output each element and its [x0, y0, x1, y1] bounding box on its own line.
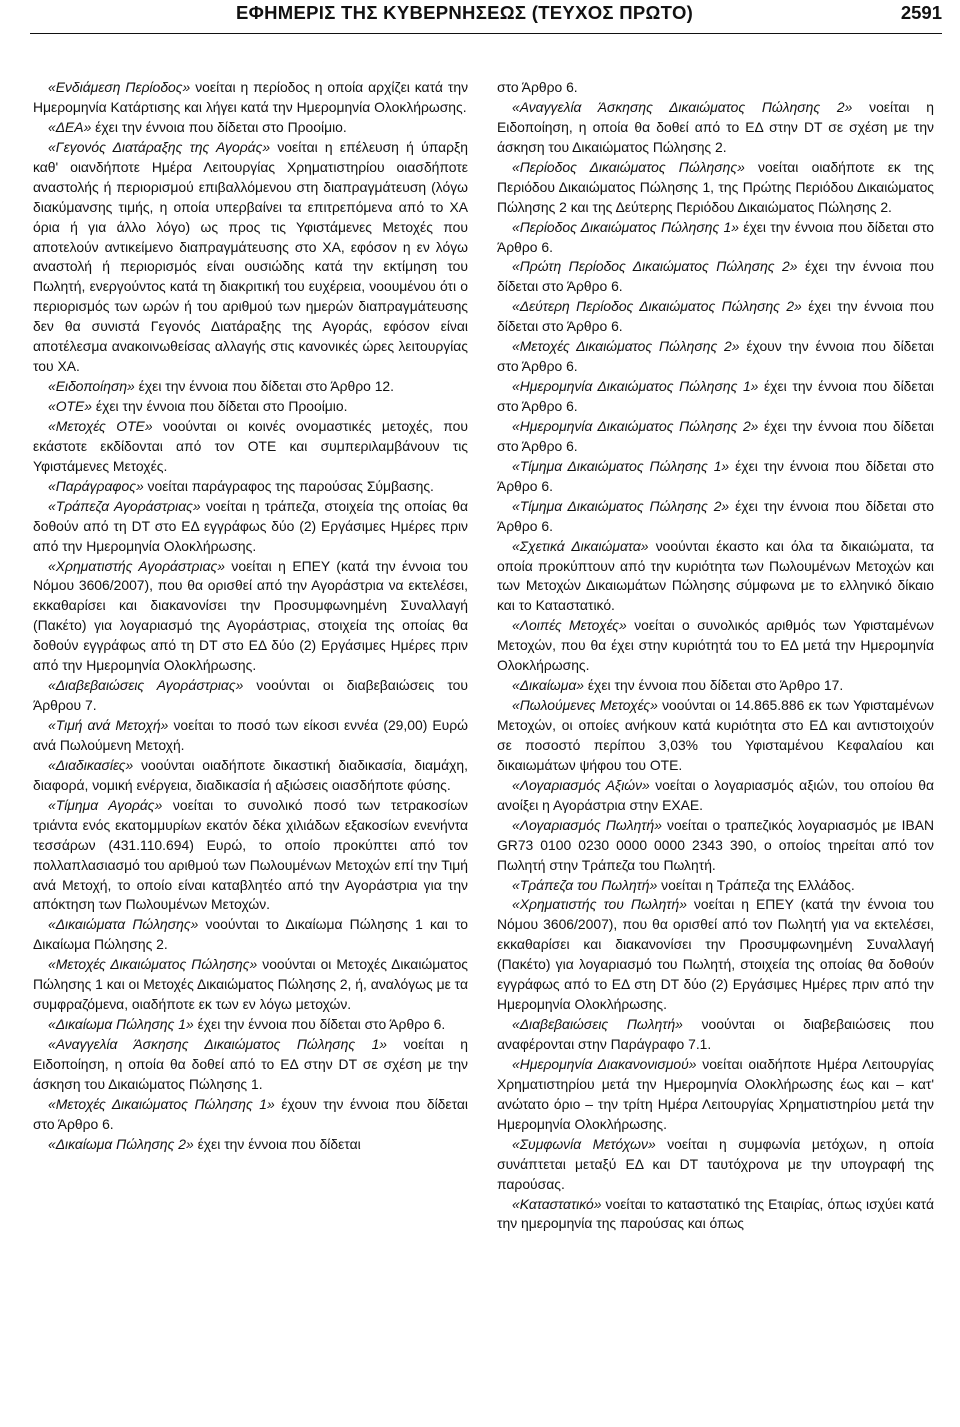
page-number: 2591	[900, 2, 942, 23]
definition-paragraph	[33, 417, 468, 477]
definition-paragraph	[497, 337, 934, 377]
defined-term: «Καταστατικό»	[512, 1195, 602, 1212]
definition-text: νοείται ο τραπεζικός λογαριασμός με IBAN GR73 0100 0230 0000 0000 2343 390, ο οποίος τηρείται από τον Πωλητή στην Τράπεζα του Πωλητή.	[497, 816, 935, 873]
defined-term: «Τίμημα Δικαιώματος Πώλησης 1»	[512, 457, 730, 474]
definition-text: νοείται η Ειδοποίηση, η οποία θα δοθεί από το ΕΔ στην DT σε σχέση με την άσκηση του Δικαιώματος Πώλησης 1.	[33, 1036, 468, 1092]
defined-term: «Μετοχές Δικαιώματος Πώλησης 1»	[48, 1095, 275, 1112]
definition-text: νοείται η Τράπεζα της Ελλάδος.	[657, 876, 855, 893]
definition-text: νοείται η συμφωνία μετόχων, η οποία συνάπτεται μεταξύ ΕΔ και DT ταυτόχρονα με την υπογραφή της παρούσας.	[497, 1135, 934, 1192]
definition-text: νοούνται οι Μετοχές Δικαιώματος Πώλησης 1 και οι Μετοχές Δικαιώματος Πώλησης 2, ή, αναλόγως με τα συμφραζόμενα, οιαδήποτε εκ των εν λόγω μετοχών.	[33, 956, 469, 1013]
definition-paragraph	[497, 257, 934, 297]
definition-text: νοούνται οι 14.865.886 εκ των Υφισταμένων Μετοχών, οι οποίες ανήκουν κατά κυριότητα στο ΕΔ και αντιστοιχούν σε ποσοστό περίπου 3,03% του Υφισταμένου Κεφαλαίου και δικαιωμάτων ψήφου του ΟΤΕ.	[497, 697, 934, 773]
definition-paragraph	[33, 796, 468, 916]
definition-paragraph	[33, 397, 468, 417]
defined-term: «Τιμή ανά Μετοχή»	[48, 717, 169, 733]
definition-paragraph	[33, 955, 468, 1015]
definition-paragraph	[33, 915, 468, 955]
defined-term: «Μετοχές Δικαιώματος Πώλησης 2»	[512, 338, 740, 355]
defined-term: «Δικαίωμα Πώλησης 1»	[48, 1016, 194, 1033]
definition-text: έχει την έννοια που δίδεται	[193, 1135, 361, 1152]
definition-paragraph	[33, 1015, 468, 1035]
definition-paragraph	[497, 98, 934, 158]
definition-text: έχει την έννοια που δίδεται στο Άρθρο 6.	[497, 457, 934, 494]
definition-paragraph	[497, 158, 934, 218]
definition-paragraph	[497, 616, 934, 676]
definition-paragraph	[497, 876, 934, 896]
header-divider	[30, 33, 942, 34]
definition-paragraph	[497, 297, 934, 337]
defined-term: «Τράπεζα του Πωλητή»	[512, 876, 658, 893]
right-column	[497, 78, 934, 1234]
definition-text: έχει την έννοια που δίδεται στο Άρθρο 6.	[193, 1016, 446, 1033]
definition-paragraph	[497, 1055, 934, 1135]
definition-text: έχει την έννοια που δίδεται στο Προοίμιο.	[92, 398, 348, 414]
definition-text: νοούνται οι διαβεβαιώσεις του Άρθρου 7.	[33, 677, 469, 714]
definition-paragraph	[33, 1095, 468, 1135]
definition-text: έχουν την έννοια που δίδεται στο Άρθρο 6.	[33, 1095, 468, 1132]
defined-term: «Ημερομηνία Δικαιώματος Πώλησης 1»	[512, 378, 759, 395]
defined-term: «Μετοχές Δικαιώματος Πώλησης»	[48, 956, 258, 973]
defined-term: «ΔΕΑ»	[48, 118, 92, 135]
defined-term: «Δικαίωμα»	[512, 677, 584, 694]
definition-paragraph	[497, 776, 934, 816]
defined-term: «Συμφωνία Μετόχων»	[512, 1135, 656, 1152]
definition-paragraph	[497, 1135, 934, 1195]
defined-term: «Περίοδος Δικαιώματος Πώλησης 1»	[512, 218, 739, 235]
definition-text: έχει την έννοια που δίδεται στο Άρθρο 6.	[497, 417, 935, 454]
definition-text: έχει την έννοια που δίδεται στο Άρθρο 17.	[584, 677, 844, 694]
definition-paragraph	[33, 716, 468, 756]
definition-paragraph	[33, 118, 468, 138]
defined-term: «Τίμημα Αγοράς»	[48, 796, 163, 813]
definition-paragraph	[497, 218, 934, 258]
defined-term: «Διαβεβαιώσεις Πωλητή»	[512, 1016, 683, 1033]
defined-term: «Λοιπές Μετοχές»	[512, 617, 627, 634]
definition-paragraph	[497, 78, 934, 98]
definition-paragraph	[33, 138, 468, 377]
defined-term: «Χρηματιστής του Πωλητή»	[512, 896, 687, 913]
definition-paragraph	[497, 377, 934, 417]
definition-paragraph	[497, 895, 934, 1015]
defined-term: «Τράπεζα Αγοράστριας»	[48, 497, 201, 514]
defined-term: «Πωλούμενες Μετοχές»	[512, 697, 658, 714]
definition-text: νοείται το ποσό των είκοσι εννέα (29,00) Ευρώ ανά Πωλούμενη Μετοχή.	[33, 717, 468, 753]
definition-text: νοείται η Ειδοποίηση, η οποία θα δοθεί από το ΕΔ στην DT σε σχέση με την άσκηση του Δικαιώματος Πώλησης 2.	[497, 98, 934, 155]
definition-paragraph	[497, 1195, 934, 1235]
definition-text: νοούνται έκαστο και όλα τα δικαιώματα, τα οποία προκύπτουν από την κυριότητα των Πωλουμένων Μετοχών και των Μετοχών Δικαιωμάτων Πώλησης σύμφωνα με το ελληνικό δίκαιο και το Καταστατικό.	[497, 537, 935, 614]
defined-term: «Σχετικά Δικαιώματα»	[512, 537, 649, 554]
definition-paragraph	[497, 816, 934, 876]
definition-text: νοείται οιαδήποτε Ημέρα Λειτουργίας Χρηματιστηρίου μετά την Ημερομηνία Ολοκλήρωσης έως και – κατ' ανώτατο όριο – την τρίτη Ημέρα Λειτουργίας Χρηματιστηρίου μετά την Ημερομηνία Ολοκλήρωσης.	[497, 1055, 934, 1132]
defined-term: «Διαδικασίες»	[48, 756, 134, 773]
left-column	[33, 78, 468, 1155]
page-header	[0, 0, 960, 44]
definition-text: έχει την έννοια που δίδεται στο Άρθρο 6.	[497, 497, 934, 534]
defined-term: «Λογαριασμός Πωλητή»	[512, 816, 662, 833]
definition-text: νοείται το συνολικό ποσό των τετρακοσίων τριάντα ενός εκατομμυρίων εκατόν δέκα χιλιάδων εξακοσίων ενενήντα τεσσάρων (431.110.694) Ευρώ, το οποίο προκύπτει από τον πολλαπλασιασμό του αριθμού των Πωλουμένων Μετοχών επί την Τιμή ανά Μετοχή, το οποίο είναι καταβλητέο από την Αγοράστρια για την απόκτηση των Πωλουμένων Μετοχών.	[33, 796, 468, 913]
definition-text: νοείται ο λογαριασμός αξιών, του οποίου θα ανοίξει η Αγοράστρια στην ΕΧΑΕ.	[497, 776, 934, 813]
definition-text: νοείται η τράπεζα, στοιχεία της οποίας θα δοθούν από τη DT στο ΕΔ εγγράφως δύο (2) Εργάσιμες Ημέρες πριν από την Ημερομηνία Ολοκλήρωσης.	[33, 497, 468, 554]
definition-paragraph	[33, 756, 468, 796]
defined-term: «Δικαίωμα Πώλησης 2»	[48, 1135, 194, 1152]
definition-text: έχουν την έννοια που δίδεται στο Άρθρο 6.	[497, 338, 934, 375]
defined-term: «Λογαριασμός Αξιών»	[512, 776, 650, 793]
definition-text: νοείται η επέλευση ή ύπαρξη καθ' οιανδήποτε Ημέρα Λειτουργίας Χρηματιστηρίου οιασδήποτε αναστολής ή περιορισμού επιβαλλόμενου στη διαπραγμάτευση (λόγω διακύμανσης τιμής, η οποία υπερβαίνει τα επιτρεπόμενα από το ΧΑ όρια ή για άλλο λόγο) ως προς τις Υφιστάμενες Μετοχές που αποτελούν αντικείμενο διαπραγμάτευσης στο ΧΑ, εφόσον η εν λόγω αναστολή ή περιορισμός είναι ουσιώδης κατά την εκτίμηση του Πωλητή, ενεργούντος κατά τη διακριτική του ευχέρεια, νοουμένου ότι ο περιορισμός των ωρών ή του αριθμού των ημερών διαπραγμάτευσης δεν θα συνιστά Γεγονός Διατάραξης της Αγοράς, εφόσον είναι αποτέλεσμα ανακοινωθείσας αλλαγής στις κανονικές ώρες λειτουργίας του ΧΑ.	[33, 138, 468, 375]
definition-text: νοούνται το Δικαίωμα Πώλησης 1 και το Δικαίωμα Πώλησης 2.	[33, 916, 469, 953]
defined-term: «Πρώτη Περίοδος Δικαιώματος Πώλησης 2»	[512, 258, 798, 275]
defined-term: «Αναγγελία Άσκησης Δικαιώματος Πώλησης 1»	[48, 1036, 388, 1052]
definition-paragraph	[33, 676, 468, 716]
defined-term: «Δικαιώματα Πώλησης»	[48, 916, 199, 933]
definition-text: νοείται ο συνολικός αριθμός των Υφισταμένων Μετοχών, που θα έχει στην κυριότητά του το ΕΔ μετά την Ημερομηνία Ολοκλήρωσης.	[497, 617, 934, 674]
definition-text: νοείται οιαδήποτε εκ της Περιόδου Δικαιώματος Πώλησης 1, της Πρώτης Περιόδου Δικαιώματος Πώλησης 2 και της Δεύτερης Περιόδου Δικαιώματος Πώλησης 2.	[497, 158, 934, 215]
definition-text: έχει την έννοια που δίδεται στο Άρθρο 12.	[134, 378, 395, 395]
definition-text: νοείται το καταστατικό της Εταιρίας, όπως ισχύει κατά την ημερομηνία της παρούσας και όπως	[497, 1195, 934, 1232]
definition-text: έχει την έννοια που δίδεται στο Άρθρο 6.	[497, 258, 934, 295]
defined-term: «Χρηματιστής Αγοράστριας»	[48, 557, 225, 574]
defined-term: «Ημερομηνία Διακανονισμού»	[512, 1055, 697, 1072]
definition-paragraph	[497, 537, 934, 617]
definition-paragraph	[497, 696, 934, 776]
defined-term: «Αναγγελία Άσκησης Δικαιώματος Πώλησης 2»	[512, 98, 853, 115]
definition-text: νοείται η ΕΠΕΥ (κατά την έννοια του Νόμου 3606/2007), που θα ορισθεί από την Αγοράστρια να εκτελέσει, εκκαθαρίσει και διακανονίσει την Προσυμφωνημένη Συναλλαγή (Πακέτο) για λογαριασμό της Αγοράστριας, στοιχεία της οποίας θα δοθούν εγγράφως από τη DT στο ΕΔ δύο (2) Εργάσιμες Ημέρες πριν από την Ημερομηνία Ολοκλήρωσης.	[33, 557, 469, 674]
definition-paragraph	[33, 497, 468, 557]
definition-text: έχει την έννοια που δίδεται στο Άρθρο 6.	[497, 378, 935, 414]
defined-term: «Παράγραφος»	[48, 477, 144, 494]
definition-text: έχει την έννοια που δίδεται στο Άρθρο 6.	[497, 298, 934, 335]
defined-term: «Γεγονός Διατάραξης της Αγοράς»	[48, 138, 271, 155]
defined-term: «Τίμημα Δικαιώματος Πώλησης 2»	[512, 497, 730, 514]
definition-paragraph	[497, 1015, 934, 1055]
definition-paragraph	[33, 377, 468, 397]
defined-term: «Ειδοποίηση»	[48, 378, 135, 395]
definition-paragraph	[33, 1035, 468, 1095]
defined-term: «Μετοχές ΟΤΕ»	[48, 417, 153, 434]
defined-term: «ΟΤΕ»	[48, 398, 93, 414]
definition-paragraph	[33, 78, 468, 118]
definition-paragraph	[33, 557, 468, 677]
definition-text: νοούνται οι διαβεβαιώσεις που αναφέρονται στην Παράγραφο 7.1.	[497, 1016, 934, 1052]
definition-text: νοούνται οι κοινές ονομαστικές μετοχές, που εκάστοτε εκδίδονται από τον ΟΤΕ και συμπεριλαμβάνουν τις Υφιστάμενες Μετοχές.	[33, 417, 468, 474]
definition-paragraph	[33, 477, 468, 497]
defined-term: «Δεύτερη Περίοδος Δικαιώματος Πώλησης 2»	[512, 298, 802, 315]
definition-paragraph	[497, 417, 934, 457]
definition-text: νοείται η περίοδος η οποία αρχίζει κατά την Ημερομηνία Κατάρτισης και λήγει κατά την Ημερομηνία Ολοκλήρωσης.	[33, 79, 469, 115]
defined-term: «Ενδιάμεση Περίοδος»	[48, 79, 191, 95]
definition-paragraph	[497, 676, 934, 696]
definition-text: νοούνται οιαδήποτε δικαστική διαδικασία, διαμάχη, διαφορά, νομική ενέργεια, διαδικασία ή αξιώσεις οιασδήποτε φύσης.	[33, 756, 468, 793]
definition-text: νοείται η ΕΠΕΥ (κατά την έννοια του Νόμου 3606/2007), που θα ορισθεί από τον Πωλητή για να εκτελέσει, εκκαθαρίσει και διακανονίσει την Προσυμφωνημένη Συναλλαγή (Πακέτο) για λογαριασμό του Πωλητή, στοιχεία της οποίας θα δοθούν εγγράφως από το ΕΔ στη DT δύο (2) Εργάσιμες Ημέρες πριν από την Ημερομηνία Ολοκλήρωσης.	[497, 896, 935, 1013]
definition-text: στο Άρθρο 6.	[497, 79, 578, 95]
definition-text: νοείται παράγραφος της παρούσας Σύμβασης.	[143, 477, 434, 494]
definition-text: έχει την έννοια που δίδεται στο Άρθρο 6.	[497, 218, 934, 255]
definition-paragraph	[497, 457, 934, 497]
definition-paragraph	[497, 497, 934, 537]
definition-text: έχει την έννοια που δίδεται στο Προοίμιο.	[91, 118, 347, 135]
definition-paragraph	[33, 1135, 468, 1155]
defined-term: «Διαβεβαιώσεις Αγοράστριας»	[48, 677, 244, 694]
gazette-title: ΕΦΗΜΕΡΙΣ ΤΗΣ ΚΥΒΕΡΝΗΣΕΩΣ (ΤΕΥΧΟΣ ΠΡΩΤΟ)	[236, 2, 694, 23]
defined-term: «Περίοδος Δικαιώματος Πώλησης»	[512, 158, 745, 175]
defined-term: «Ημερομηνία Δικαιώματος Πώλησης 2»	[512, 417, 759, 434]
